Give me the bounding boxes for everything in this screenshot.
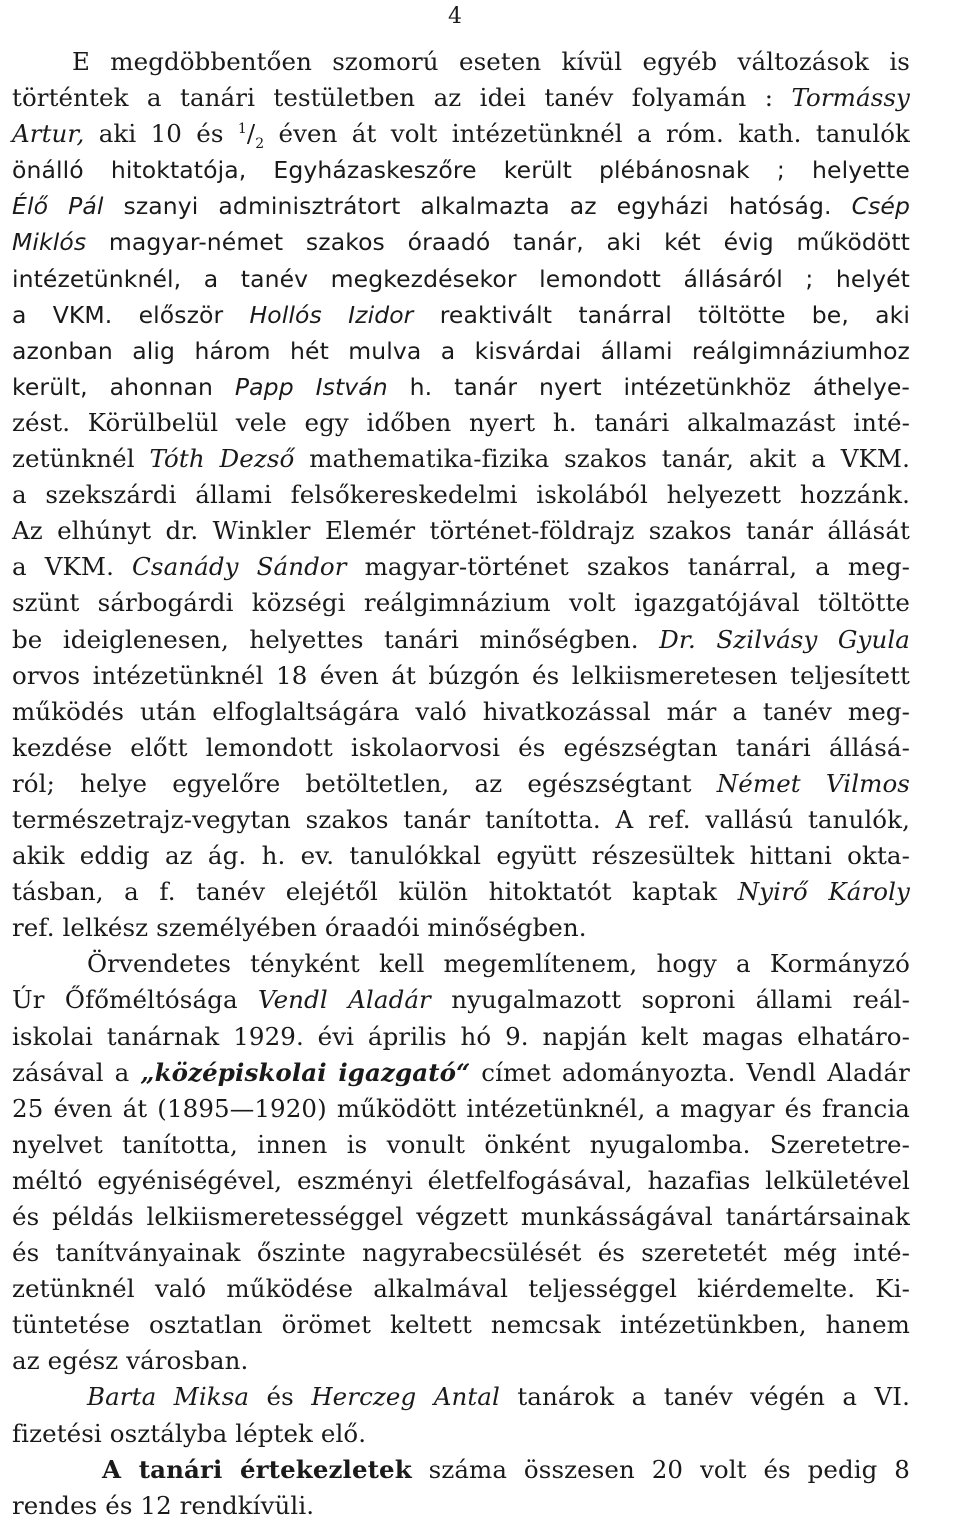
text-segment: E megdöbbentően szomorú eseten kívül egyéb változások is	[72, 47, 910, 76]
text-line	[12, 1271, 910, 1307]
text-segment: Herczeg Antal	[311, 1382, 500, 1412]
text-line	[12, 80, 910, 116]
text-line	[12, 1055, 910, 1091]
text-segment: Német Vilmos	[716, 768, 910, 798]
text-segment: a szekszárdi állami felsőkereskedelmi iskolából helyezett hozzánk.	[12, 480, 910, 510]
text-segment: a VKM.	[12, 552, 133, 582]
text-segment: zásával a	[12, 1057, 141, 1087]
text-line	[12, 802, 910, 838]
text-line	[12, 188, 910, 224]
text-segment: működés után elfoglaltságára való hivatkozással már a tanév meg-	[12, 696, 910, 726]
text-segment: nyugalmazott soproni állami reál-	[430, 985, 910, 1015]
text-line	[12, 369, 910, 405]
text-segment: Tóth Dezső	[149, 444, 295, 474]
text-segment: Nyirő Károly	[737, 877, 910, 907]
text-segment: fizetési osztályba léptek elő.	[12, 1418, 367, 1448]
text-segment: magyar-német szakos óraadó tanár, aki két évig működött	[86, 228, 910, 257]
text-segment: Örvendetes tényként kell megemlítenem, hogy a Kormányzó	[87, 949, 910, 979]
text-segment: intézetünknél, a tanév megkezdésekor lemondott állásáról ; helyét	[12, 264, 910, 293]
text-segment: zést. Körülbelül vele egy időben nyert h. tanári alkalmazást inté-	[12, 407, 910, 437]
text-line	[12, 116, 910, 152]
text-segment: rendes és 12 rendkívüli.	[12, 1490, 315, 1520]
text-segment: Vendl Aladár	[258, 985, 431, 1015]
text-segment: ref. lelkész személyében óraadói minőségben.	[12, 913, 587, 943]
text-segment: nyelvet tanította, innen is vonult önként nyugalomba. Szeretetre-	[12, 1129, 910, 1159]
text-segment: és példás lelkiismeretességgel végzett munkásságával tanártársainak	[12, 1202, 910, 1231]
text-segment: mathematika-fizika szakos tanár, akit a VKM.	[294, 444, 910, 474]
text-line	[12, 1091, 910, 1127]
text-segment: éven át volt intézetünknél a róm. kath. tanulók	[264, 119, 910, 149]
text-line	[12, 874, 910, 910]
text-segment: /	[246, 119, 256, 149]
page-number: 4	[448, 4, 462, 29]
text-segment: tüntetése osztatlan örömet keltett nemcsak intézetünkben, hanem	[12, 1310, 910, 1340]
text-line	[12, 1199, 910, 1235]
text-segment: magyar-történet szakos tanárral, a meg-	[346, 552, 910, 582]
text-segment: természetrajz-vegytan szakos tanár tanította. A ref. vallású tanulók,	[12, 804, 910, 834]
text-segment: és	[249, 1382, 312, 1412]
text-segment: iskolai tanárnak 1929. évi április hó 9. napján kelt magas elhatáro-	[12, 1021, 910, 1051]
text-line	[12, 730, 910, 766]
text-line	[12, 333, 910, 369]
text-line	[12, 1127, 910, 1163]
text-segment: aki 10 és	[84, 119, 238, 149]
text-line	[12, 1343, 910, 1379]
text-segment: Miklós	[12, 228, 87, 257]
text-segment: Tormássy	[791, 83, 910, 113]
text-segment: 2	[255, 136, 265, 153]
text-segment: „középiskolai igazgató“	[140, 1057, 471, 1087]
text-line	[12, 549, 910, 585]
text-segment: Úr Őfőméltósága	[12, 985, 259, 1015]
text-segment: Barta Miksa	[87, 1382, 250, 1412]
text-line	[12, 658, 910, 694]
text-line	[12, 477, 910, 513]
text-line	[12, 224, 910, 260]
text-segment: kezdése előtt lemondott iskolaorvosi és egészségtan tanári állásá-	[12, 732, 910, 762]
text-line	[12, 297, 910, 333]
text-line	[12, 1488, 910, 1524]
text-segment: tanárok a tanév végén a VI.	[499, 1382, 910, 1412]
body-text	[12, 44, 910, 1524]
text-segment: száma összesen 20 volt és pedig 8	[411, 1454, 910, 1484]
text-segment: került, ahonnan	[12, 372, 235, 401]
text-segment: Artur,	[12, 119, 85, 149]
text-line	[12, 1307, 910, 1343]
text-segment: Élő Pál	[12, 192, 104, 221]
text-line	[12, 766, 910, 802]
text-segment: be ideiglenesen, helyettes tanári minőségben.	[12, 624, 660, 654]
text-segment: reaktivált tanárral töltötte be, aki	[413, 300, 910, 329]
text-line	[12, 1379, 910, 1415]
text-segment: szanyi adminisztrátort alkalmazta az egyházi hatóság.	[103, 192, 852, 221]
text-segment: orvos intézetünknél 18 éven át búzgón és lelkiismeretesen teljesített	[12, 660, 910, 690]
text-line	[12, 152, 910, 188]
text-segment: Hollós Izidor	[249, 300, 414, 329]
text-line	[12, 838, 910, 874]
text-segment: és tanítványainak őszinte nagyrabecsülését és szeretetét még inté-	[12, 1238, 910, 1268]
text-segment: zetünknél való működése alkalmával teljességgel kiérdemelte. Ki-	[12, 1274, 910, 1304]
text-segment: Csép	[851, 192, 911, 221]
text-line	[12, 946, 910, 982]
text-segment: azonban alig három hét mulva a kisvárdai állami reálgimnáziumhoz	[12, 336, 910, 365]
text-segment: méltó egyéniségével, eszményi életfelfogásával, hazafias lelkületével	[12, 1165, 910, 1195]
text-segment: 1	[237, 121, 247, 138]
text-segment: történtek a tanári testületben az idei tanév folyamán :	[12, 83, 792, 113]
text-segment: tásban, a f. tanév elejétől külön hitoktatót kaptak	[12, 877, 738, 907]
text-segment: az egész városban.	[12, 1346, 249, 1376]
text-line	[12, 261, 910, 297]
text-segment: zetünknél	[12, 444, 150, 474]
text-segment: h. tanár nyert intézetünkhöz áthelye-	[387, 372, 910, 401]
text-line	[12, 585, 910, 621]
text-segment: Dr. Szilvásy Gyula	[659, 624, 910, 654]
text-line	[12, 1019, 910, 1055]
text-line	[12, 1235, 910, 1271]
text-segment: 25 éven át (1895—1920) működött intézetünknél, a magyar és francia	[12, 1093, 910, 1123]
text-segment: Csanády Sándor	[132, 552, 347, 582]
text-segment: akik eddig az ág. h. ev. tanulókkal együtt részesültek hittani okta-	[12, 841, 910, 871]
text-line	[12, 622, 910, 658]
text-segment: A tanári értekezletek	[102, 1454, 412, 1484]
text-line	[12, 1452, 910, 1488]
text-line	[12, 513, 910, 549]
text-line	[12, 441, 910, 477]
text-line	[12, 1163, 910, 1199]
text-line	[12, 910, 910, 946]
text-line	[12, 694, 910, 730]
text-segment: Papp István	[234, 372, 388, 401]
text-segment: Az elhúnyt dr. Winkler Elemér történet-földrajz szakos tanár állását	[12, 516, 910, 546]
text-segment: önálló hitoktatója, Egyházaskeszőre került plébánosnak ; helyette	[12, 156, 910, 185]
text-line	[12, 982, 910, 1018]
text-line	[12, 1416, 910, 1452]
text-segment: szünt sárbogárdi községi reálgimnázium volt igazgatójával töltötte	[12, 588, 910, 618]
text-line	[12, 405, 910, 441]
text-line	[12, 44, 910, 80]
text-segment: a VKM. először	[12, 300, 250, 329]
text-segment: címet adományozta. Vendl Aladár	[470, 1057, 910, 1087]
text-segment: ról; helye egyelőre betöltetlen, az egészségtant	[12, 768, 717, 798]
